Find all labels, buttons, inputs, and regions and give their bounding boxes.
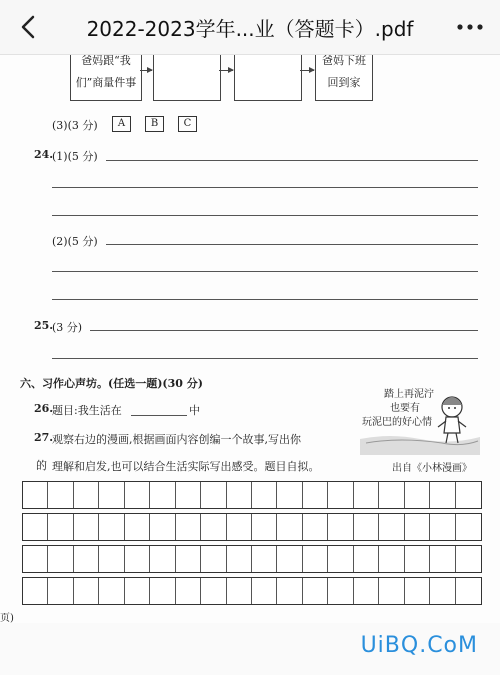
q26-text: 题目:我生活在	[52, 404, 122, 417]
option-b[interactable]: B	[145, 116, 164, 132]
q25-answer-line[interactable]	[52, 358, 478, 359]
q24-answer-line[interactable]	[52, 215, 478, 216]
document-title: 2022-2023学年...业（答题卡）.pdf	[86, 17, 414, 41]
q26-blank[interactable]	[131, 415, 187, 416]
q25-answer-line[interactable]	[90, 330, 478, 331]
flow-arrow-3	[300, 70, 314, 71]
q24-number: 24.	[34, 148, 54, 161]
q25-label: (3 分)	[52, 321, 83, 334]
flow-box-4-line1: 爸妈下班	[322, 55, 366, 67]
writing-grid-row[interactable]	[22, 481, 482, 509]
section-6-title: 六、习作心声坊。(任选一题)(30 分)	[20, 377, 203, 390]
q27-line2: 理解和启发,也可以结合生活实际写出感受。题目自拟。	[52, 460, 320, 473]
q25-number: 25.	[34, 319, 54, 332]
q24-answer-line[interactable]	[52, 299, 478, 300]
option-a[interactable]: A	[112, 116, 131, 132]
flow-box-1-line2: 们”商量件事	[75, 76, 137, 89]
cartoon-caption-1: 踏上再泥泞	[384, 389, 434, 400]
q24-answer-line[interactable]	[106, 244, 478, 245]
back-arrow-icon[interactable]	[14, 12, 44, 42]
q27-line1: 观察右边的漫画,根据画面内容创编一个故事,写出你	[52, 433, 301, 446]
top-bar	[0, 0, 500, 55]
cartoon-caption-2: 也要有	[390, 403, 420, 414]
flow-box-2[interactable]	[153, 55, 221, 101]
page-footer-fragment: 页)	[0, 613, 14, 623]
flow-box-3[interactable]	[234, 55, 302, 101]
q27-number: 27.	[34, 431, 54, 444]
pdf-page[interactable]	[0, 55, 500, 623]
flow-box-4	[315, 55, 373, 101]
option-c[interactable]: C	[178, 116, 197, 132]
flow-arrow-1	[140, 70, 152, 71]
writing-grid-row[interactable]	[22, 545, 482, 573]
writing-grid-row[interactable]	[22, 513, 482, 541]
flow-arrow-2	[219, 70, 233, 71]
q23-3-label: (3)(3 分)	[52, 119, 98, 132]
more-options-icon[interactable]	[452, 15, 488, 39]
cartoon-image	[360, 377, 480, 477]
watermark: UiBQ.CoM	[360, 633, 478, 658]
cartoon-caption-3: 玩泥巴的好心情	[362, 417, 432, 428]
flow-box-1-line1: 爸妈跟“我	[81, 55, 131, 67]
cartoon-source: 出自《小林漫画》	[392, 463, 472, 474]
q24-answer-line[interactable]	[106, 160, 478, 161]
q24-answer-line[interactable]	[52, 271, 478, 272]
flow-box-4-line2: 回到家	[327, 76, 361, 89]
flow-box-1	[70, 55, 142, 101]
q24-part2-label: (2)(5 分)	[52, 235, 98, 248]
q26-text-end: 中	[189, 404, 200, 417]
q24-answer-line[interactable]	[52, 187, 478, 188]
q27-line2-prefix: 的	[36, 459, 47, 472]
writing-grid-row[interactable]	[22, 577, 482, 605]
q24-part1-label: (1)(5 分)	[52, 150, 98, 163]
q26-number: 26.	[34, 402, 54, 415]
